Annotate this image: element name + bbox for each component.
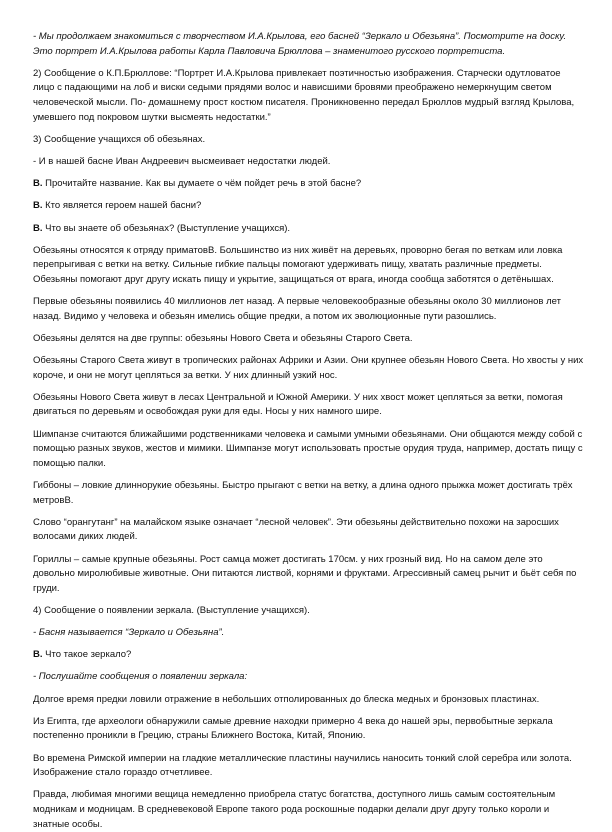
gorillas-paragraph: Гориллы – самые крупные обезьяны. Рост самца может достигать 170см. у них грозный вид. Но на самом деле это довольно миролюбивые животные. Они питаются листвой, корнями и фруктами. Агрессивный самец рычит и бьёт себя по груди. <box>33 553 577 594</box>
old-world-paragraph: Обезьяны Старого Света живут в тропических районах Африки и Азии. Они крупнее обезьян Нового Света. Но хвосты у них короче, и они не могут цепляться за ветки. У них длинный узкий нос. <box>33 355 584 381</box>
mirror-history-paragraph-3: Во времена Римской империи на гладкие металлические пластины научились наносить тонкий слой серебра или золота. Изображение стало гораздо отчетливее. <box>33 752 572 779</box>
bryullov-message-paragraph: 2) Сообщение о К.П.Брюллове: “Портрет И.А.Крылова привлекает поэтичностью изображения. Старчески одутловатое лицо с падающими на лоб и виски седыми прядями волос и нависшими бровями преображено немеркнущим светом человеческой мысли. По- домашнему прост костюм писателя. Проникновенно передал Брюллов мудрый взгляд Крылова, умевшего под покровом шутки высмеять недостатки.” <box>33 67 575 123</box>
question-text: Что вы знаете об обезьянах? (Выступление учащихся). <box>42 222 291 234</box>
new-world-paragraph: Обезьяны Нового Света живут в лесах Центральной и Южной Америки. У них хвост может цепляться за ветки, помогая двигаться по деревьям и освобождая руки для еды. Носы у них намного шире. <box>33 391 563 418</box>
mirror-history-paragraph-1: Долгое время предки ловили отражение в небольших отполированных до блеска медных и бронзовых пластинах. <box>33 693 540 705</box>
monkeys-message-heading: 3) Сообщение учащихся об обезьянах. <box>33 133 206 145</box>
question-marker: В. <box>33 649 43 661</box>
listen-paragraph: - Послушайте сообщения о появлении зеркала: <box>33 671 248 683</box>
question-marker: В. <box>33 200 43 212</box>
intro-paragraph: - Мы продолжаем знакомиться с творчеством И.А.Крылова, его басней “Зеркало и Обезьяна”. Посмотрите на доску. Это портрет И.А.Крылова работы Карла Павловича Брюллова – знаменитого русского портретиста. <box>33 31 567 57</box>
question-text: Прочитайте название. Как вы думаете о чём пойдет речь в этой басне? <box>42 178 362 190</box>
question-text: Что такое зеркало? <box>42 649 132 661</box>
question-text: Кто является героем нашей басни? <box>42 200 202 212</box>
mirror-history-paragraph-4: Правда, любимая многими вещица немедленно приобрела статус богатства, доступного лишь самым состоятельным модникам и модницам. В средневековой Европе такого рода роскошные подарки делали друг другу только короли и знатные особы. <box>33 789 556 830</box>
question-marker: В. <box>33 222 43 234</box>
gibbons-paragraph: Гиббоны – ловкие длиннорукие обезьяны. Быстро прыгают с ветки на ветку, а длина одного прыжка может достигать трёх метровВ. <box>33 479 573 506</box>
first-monkeys-paragraph: Первые обезьяны появились 40 миллионов лет назад. А первые человекообразные обезьяны около 30 миллионов лет назад. Видимо у человека и обезьян имелись общие предки, а потом их эволюционные пути разошлись. <box>33 296 561 322</box>
chimpanzee-paragraph: Шимпанзе считаются ближайшими родственниками человека и самыми умными обезьянами. Они общаются между собой с помощью разных звуков, жестов и мимики. Шимпанзе могут использовать простые орудия труда, например, достать пищу с помощью палки. <box>33 428 583 469</box>
mirror-history-paragraph-2: Из Египта, где археологи обнаружили самые древние находки примерно 4 века до нашей эры, первобытные зеркала постепенно проникли в Грецию, страны Ближнего Востока, Китай, Японию. <box>33 715 553 742</box>
question-title <box>33 177 584 192</box>
primates-paragraph: Обезьяны относятся к отряду приматовВ. Большинство из них живёт на деревьях, проворно бегая по веткам или ловка перепрыгивая с ветки на ветку. Сильные гибкие пальцы помогают удерживать пищу, хватать различные предметы. Обезьяны помогают друг другу искать пищу и укрытие, защищаться от врага, иногда сообща заботятся о детёнышах. <box>33 244 563 285</box>
fable-flaws-paragraph: - И в нашей басне Иван Андреевич высмеивает недостатки людей. <box>33 155 331 167</box>
orangutan-paragraph: Слово “орангутанг” на малайском языке означает “лесной человек”. Эти обезьяны действительно похожи на заросших волосами диких людей. <box>33 516 559 543</box>
question-monkeys <box>33 222 584 237</box>
question-hero <box>33 199 584 214</box>
question-mirror <box>33 648 584 663</box>
question-marker: В. <box>33 178 43 190</box>
mirror-message-heading: 4) Сообщение о появлении зеркала. (Выступление учащихся). <box>33 604 310 616</box>
two-groups-paragraph: Обезьяны делятся на две группы: обезьяны Нового Света и обезьяны Старого Света. <box>33 332 413 344</box>
fable-title-paragraph: - Басня называется “Зеркало и Обезьяна”. <box>33 627 225 639</box>
